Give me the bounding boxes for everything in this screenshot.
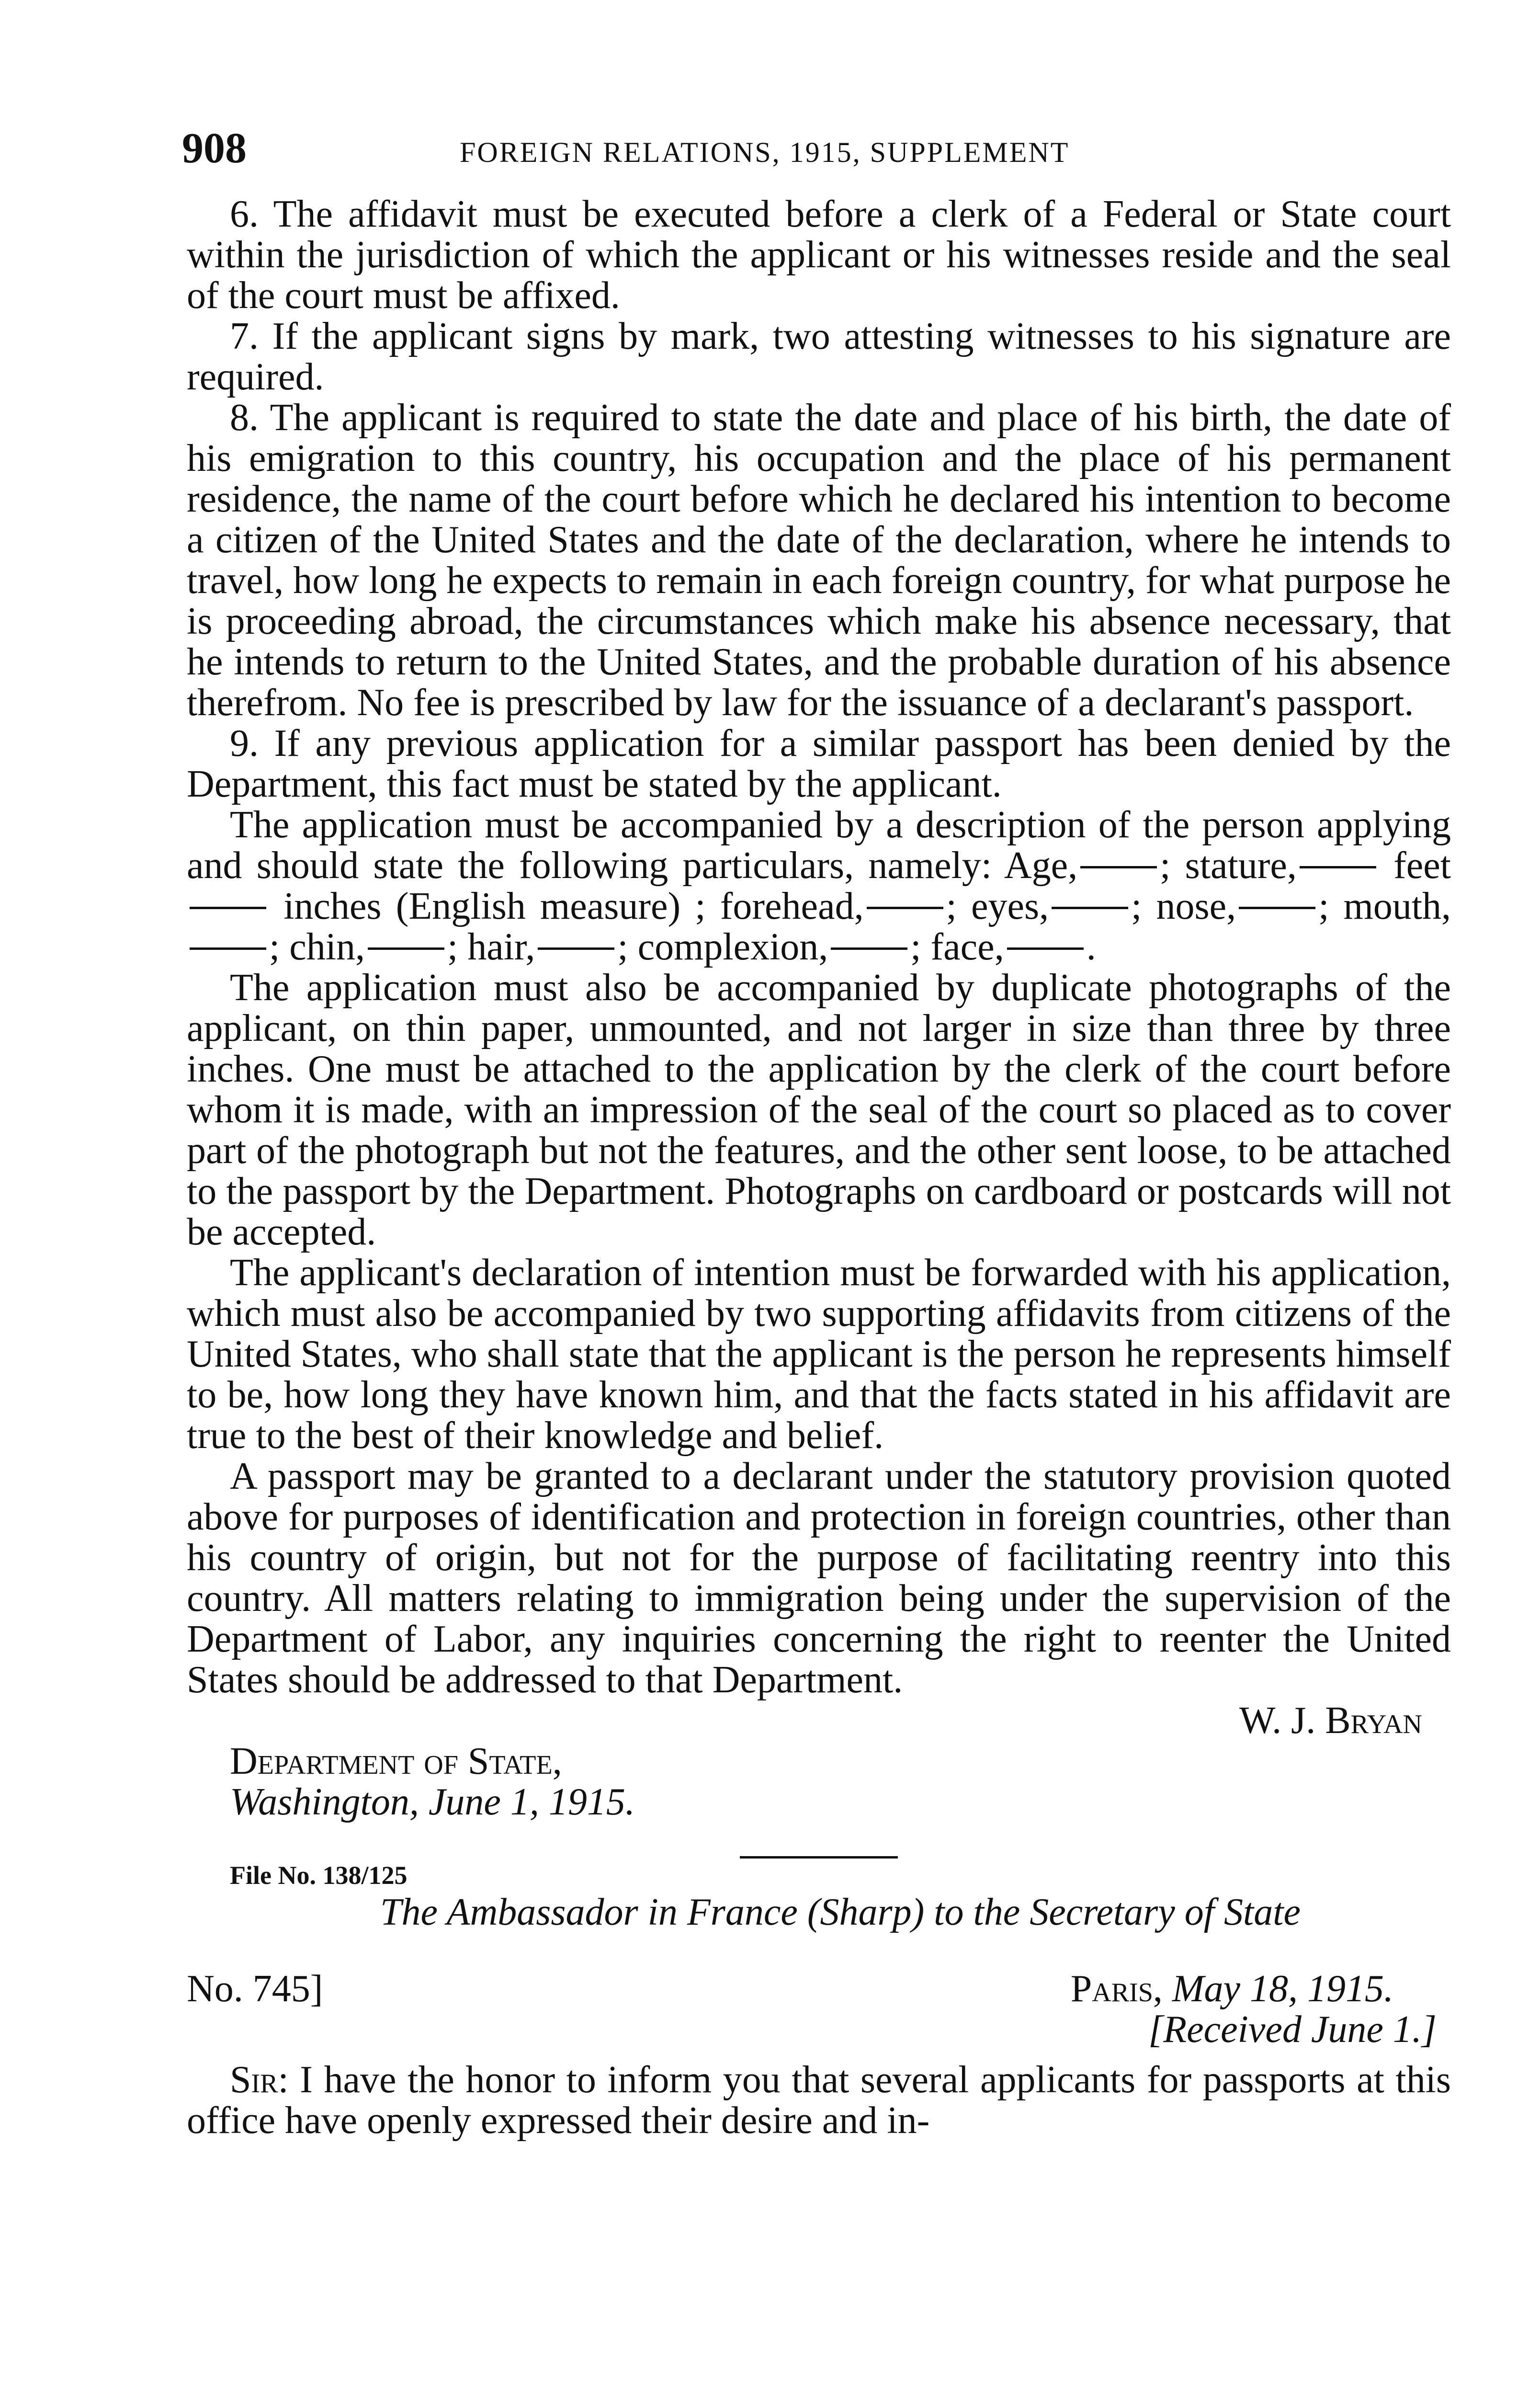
label-inches: inches (English measure) ;: [283, 885, 706, 927]
dateline-date: May 18, 1915.: [1172, 1968, 1393, 2010]
label-eyes: ; eyes,: [946, 885, 1049, 927]
blank-line: [1300, 866, 1376, 868]
file-number: File No. 138/125: [230, 1861, 408, 1890]
received-date: [Received June 1.]: [1148, 2008, 1437, 2051]
paragraph-9: 9. If any previous application for a similar passport has been denied by the Department, this fact must be stated by the applicant.: [187, 722, 1451, 805]
blank-line: [831, 947, 907, 950]
salutation: Sir:: [230, 2059, 289, 2101]
department-place-date: Washington, June 1, 1915.: [230, 1781, 635, 1823]
label-forehead: forehead,: [720, 885, 864, 927]
page-number: 908: [182, 125, 247, 172]
document-number: No. 745]: [187, 1968, 323, 2010]
blank-line: [1007, 947, 1084, 950]
paragraph-declaration: The applicant's declaration of intention must be forwarded with his application, which must also be accompanied by two supporting affidavits from citizens of the United States, who shall state that the applicant is the person he represents himself to be, how long they have known him, and that the facts stated in his affidavit are true to the best of their knowledge and belief.: [187, 1252, 1451, 1457]
running-head: FOREIGN RELATIONS, 1915, SUPPLEMENT: [460, 137, 1070, 168]
blank-line: [368, 947, 444, 950]
blank-line: [1239, 907, 1315, 909]
letter-opening: [187, 2060, 1451, 2141]
description-end: .: [1086, 926, 1096, 968]
document-title: The Ambassador in France (Sharp) to the Secretary of State: [380, 1891, 1301, 1933]
paragraph-6: 6. The affidavit must be executed before a clerk of a Federal or State court within the jurisdiction of which the applicant or his witnesses reside and the seal of the court must be affixed.: [187, 193, 1451, 317]
document-meta: [187, 1969, 1451, 2060]
dateline-city: Paris,: [1070, 1968, 1163, 2010]
description-intro: The application must be accompanied by a description of the person applying and should state the following particulars, namely:: [187, 804, 1451, 887]
label-hair: ; hair,: [447, 926, 535, 968]
description-paragraph: [187, 805, 1451, 968]
label-stature: ; stature,: [1160, 844, 1297, 887]
label-chin: ; chin,: [269, 926, 365, 968]
paragraph-7: 7. If the applicant signs by mark, two attesting witnesses to his signature are required.: [187, 315, 1451, 398]
letter-text: I have the honor to inform you that several applicants for passports at this office have openly expressed their desire and in-: [187, 2059, 1451, 2142]
blank-line: [867, 907, 943, 909]
paragraph-photographs: The application must also be accompanied by duplicate photographs of the applicant, on thin paper, unmounted, and not larger in size than three by three inches. One must be attached to the application by the clerk of the court before whom it is made, with an impression of the seal of the court so placed as to cover part of the photograph but not the features, and the other sent loose, to be attached to the passport by the Department. Photographs on cardboard or postcards will not be accepted.: [187, 967, 1451, 1253]
dateline: [1071, 1969, 1393, 2009]
label-complexion: ; complexion,: [617, 926, 828, 968]
department-name: Department of State,: [230, 1740, 562, 1782]
label-mouth: ; mouth,: [1318, 885, 1451, 927]
page-header: [182, 120, 1446, 177]
signature: W. J. Bryan: [1239, 1699, 1422, 1742]
label-face: ; face,: [910, 926, 1004, 968]
blank-line: [1080, 866, 1157, 868]
label-feet: feet: [1393, 844, 1451, 887]
blank-line: [1052, 907, 1128, 909]
blank-line: [538, 947, 614, 950]
page-body: [187, 194, 1451, 2141]
paragraph-passport-grant: A passport may be granted to a declarant under the statutory provision quoted above for purposes of identification and protection in foreign countries, other than his country of origin, but not for the purpose of facilitating reentry into this country. All matters relating to immigration being under the supervision of the Department of Labor, any inquiries concerning the right to reenter the United States should be addressed to that Department.: [187, 1455, 1451, 1701]
label-age: Age,: [1004, 844, 1078, 887]
paragraph-8: 8. The applicant is required to state the date and place of his birth, the date of his emigration to this country, his occupation and the place of his permanent residence, the name of the court before which he declared his intention to become a citizen of the United States and the date of the declaration, where he intends to travel, how long he expects to remain in each foreign country, for what purpose he is proceeding abroad, the circumstances which make his absence necessary, that he intends to return to the United States, and the probable duration of his absence therefrom. No fee is prescribed by law for the issuance of a declarant's passport.: [187, 397, 1451, 724]
label-nose: ; nose,: [1131, 885, 1236, 927]
blank-line: [190, 947, 266, 950]
blank-line: [190, 907, 266, 909]
